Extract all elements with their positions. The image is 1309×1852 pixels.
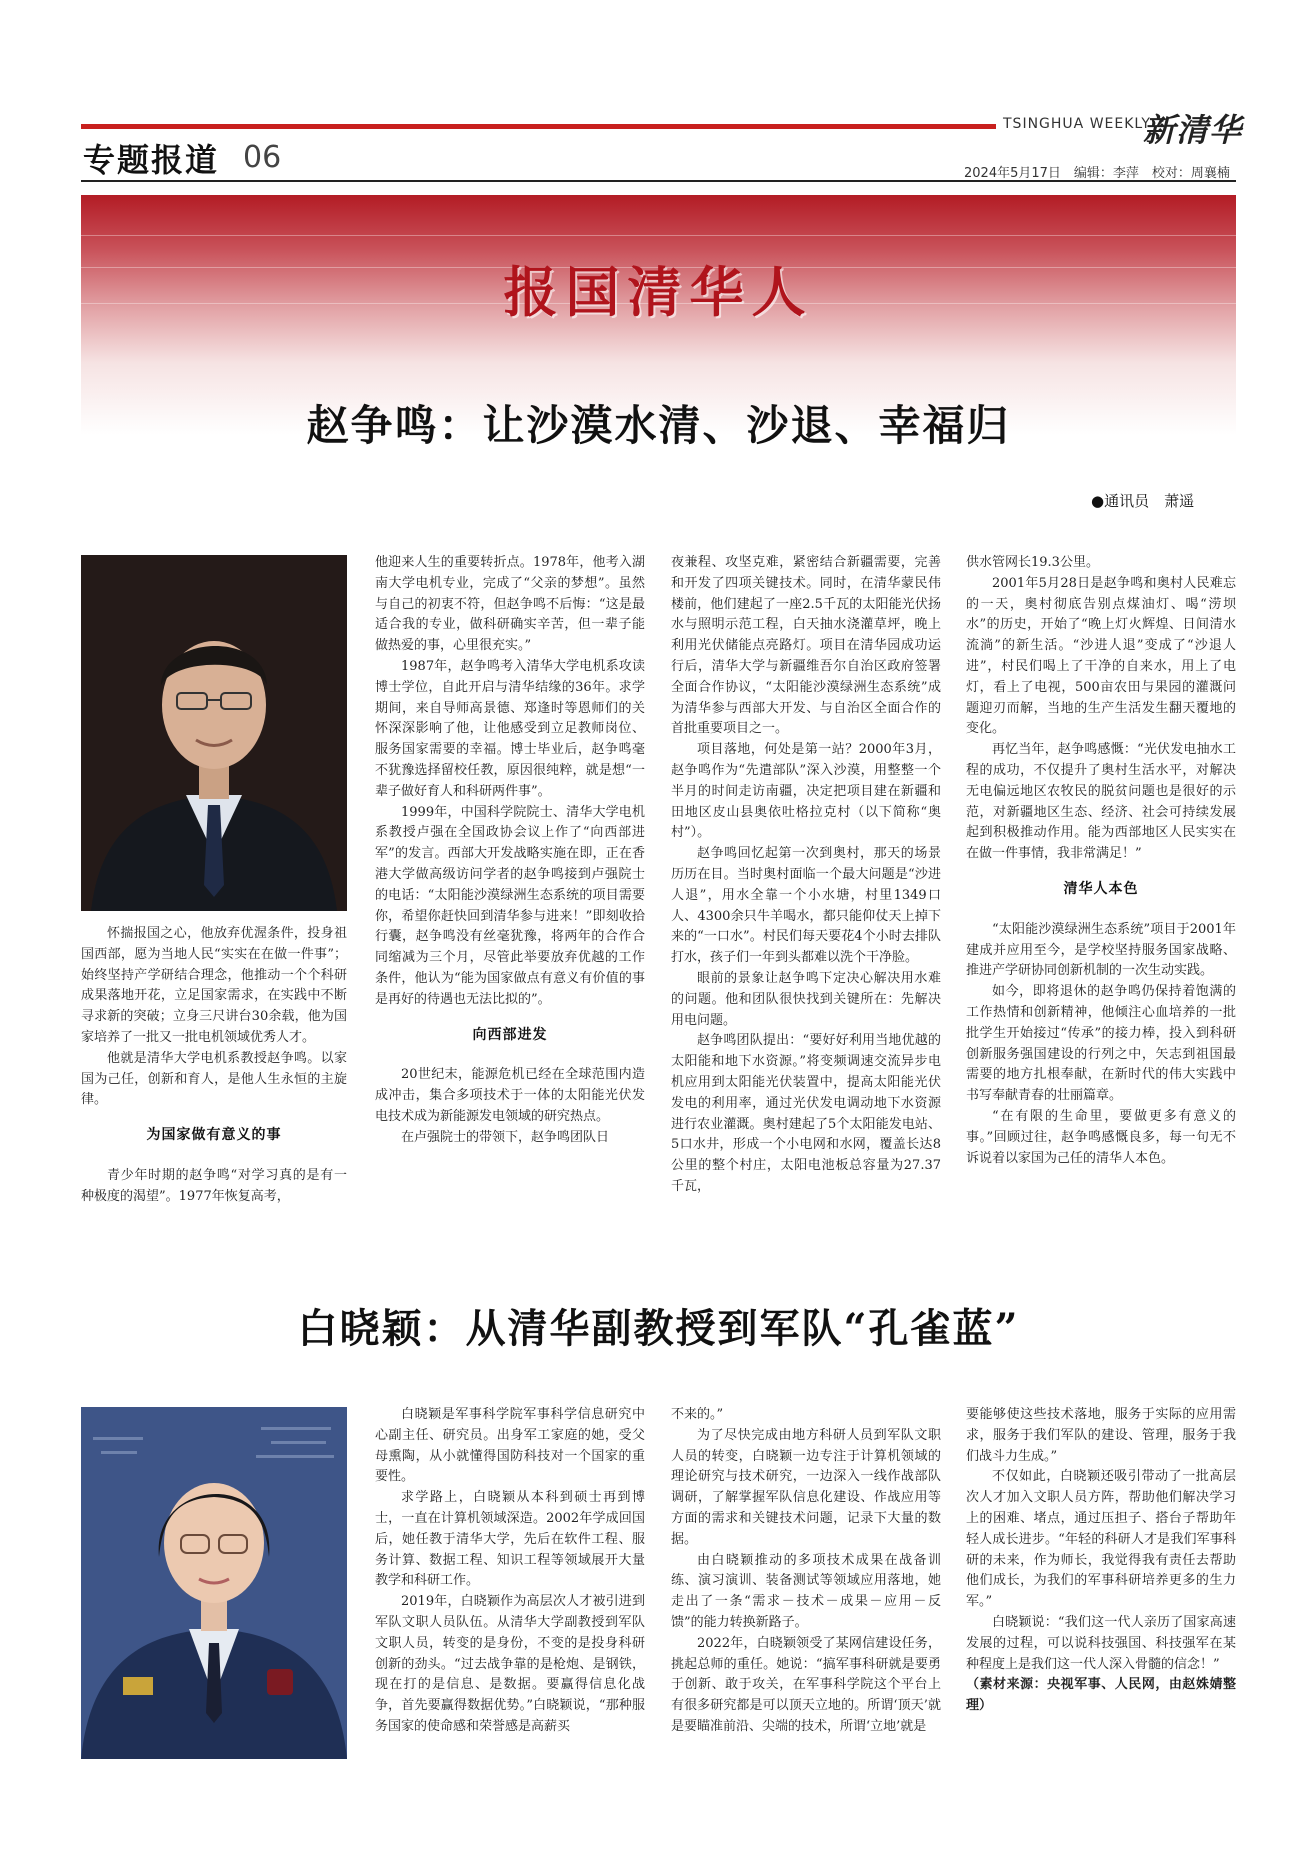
article1-col4-p3: 再忆当年，赵争鸣感慨：“光伏发电抽水工程的成功，不仅提升了奥村生活水平，对解决无电偏远地区农牧民的脱贫问题也是很好的示范，对新疆地区生态、经济、社会可持续发展起到积极推动作用。能为西部地区人民实实在在做一件事情，我非常满足！” [966,742,1236,862]
article1-subhead-1: 为国家做有意义的事 [146,1127,282,1144]
article2-col3-p1: 不来的。” [671,1407,724,1422]
article1-col4-p1: 供水管网长19.3公里。 [966,555,1099,570]
article1-subhead-3: 清华人本色 [1063,880,1139,897]
article1-col4-p2: 2001年5月28日是赵争鸣和奥村人民难忘的一天，奥村彻底告别点煤油灯、喝“涝坝水”的历史，开始了“晚上灯火辉煌、日间清水流淌”的新生活。“沙进人退”变成了“沙退人进”，村民们喝上了干净的自来水，用上了电灯，看上了电视，500亩农田与果园的灌溉问题迎刃而解，当地的生产生活发生翻天覆地的变化。 [966,575,1236,737]
article1-col3-p5: 赵争鸣团队提出：“要好好利用当地优越的太阳能和地下水资源。”将变频调速交流异步电机应用到太阳能光伏装置中，提高太阳能光伏发电的利用率，通过光伏发电调动地下水资源进行农业灌溉。奥村建起了5个太阳能发电站、5口水井，形成一个小电网和水网，覆盖长达8公里的整个村庄，太阳电池板总容量为27.37千瓦， [671,1033,941,1194]
article2-col3-p2: 为了尽快完成由地方科研人员到军队文职人员的转变，白晓颖一边专注于计算机领域的理论研究与技术研究，一边深入一线作战部队调研，了解掌握军队信息化建设、作战应用等方面的需求和关键技术问题，记录下大量的数据。 [671,1427,941,1547]
article1-col3-p4: 眼前的景象让赵争鸣下定决心解决用水难的问题。他和团队很快找到关键所在：先解决用电问题。 [671,970,941,1028]
article2-col2-p1: 白晓颖是军事科学院军事科学信息研究中心副主任、研究员。出身军工家庭的她，受父母熏陶，从小就懂得国防科技对一个国家的重要性。 [375,1407,645,1485]
article1-col4-p4: “太阳能沙漠绿洲生态系统”项目于2001年建成并应用至今，是学校坚持服务国家战略、推进产学研协同创新机制的一次生动实践。 [966,921,1236,979]
article1-col2-p1: 他迎来人生的重要转折点。1978年，他考入湖南大学电机专业，完成了“父亲的梦想”。虽然与自己的初衷不符，但赵争鸣不后悔：“这是最适合我的专业，做科研确实辛苦，但一辈子能做热爱的事，心里很充实。” [375,555,645,654]
article2-col2-p3: 2019年，白晓颖作为高层次人才被引进到军队文职人员队伍。从清华大学副教授到军队文职人员，转变的是身份，不变的是投身科研创新的劲头。“过去战争靠的是枪炮、是钢铁，现在打的是信息、是数据。要赢得信息化战争，首先要赢得数据优势。”白晓颖说，“那种服务国家的使命感和荣誉感是高薪买 [375,1594,645,1734]
article1-byline: ●通讯员 萧遥 [1091,492,1195,510]
article2-col4-p3: 白晓颖说：“我们这一代人亲历了国家高速发展的过程，可以说科技强国、科技强军在某种程度上是我们这一代人深入骨髓的信念！” [966,1614,1236,1672]
article2-col4-p2: 不仅如此，白晓颖还吸引带动了一批高层次人才加入文职人员方阵，帮助他们解决学习上的困难、堵点，通过压担子、搭台子帮助年轻人成长进步。“年轻的科研人才是我们军事科研的未来，作为师长，我觉得我有责任去帮助他们成长，为我们的军事科研培养更多的生力军。” [966,1469,1236,1610]
article2-title: 白晓颖：从清华副教授到军队“孔雀蓝” [297,1305,1020,1352]
article1-col3-p1: 夜兼程、攻坚克难，紧密结合新疆需要，完善和开发了四项关键技术。同时，在清华蒙民伟楼前，他们建起了一座2.5千瓦的太阳能光伏扬水与照明示范工程，白天抽水浇灌草坪，晚上利用光伏储能点亮路灯。项目在清华园成功运行后，清华大学与新疆维吾尔自治区政府签署全面合作协议，“太阳能沙漠绿洲生态系统”成为清华参与西部大开发、与自治区全面合作的首批重要项目之一。 [671,555,941,737]
article2-col2-p2: 求学路上，白晓颖从本科到硕士再到博士，一直在计算机领域深造。2002年学成回国后，她任教于清华大学，先后在软件工程、服务计算、数据工程、知识工程等领域展开大量教学和科研工作。 [375,1490,645,1589]
weekly-english-name: TSINGHUA WEEKLY [1003,116,1151,132]
article1-col3-p2: 项目落地，何处是第一站？2000年3月，赵争鸣作为“先遣部队”深入沙漠，用整整一个半月的时间走访南疆，决定把项目建在新疆和田地区皮山县奥依吐格拉克村（以下简称“奥村”）。 [671,742,941,841]
issue-meta: 2024年5月17日 编辑：李萍 校对：周襄楠 [964,166,1230,181]
article1-col2-p2: 1987年，赵争鸣考入清华大学电机系攻读博士学位，自此开启与清华结缘的36年。求学期间，来自导师高景德、郑逢时等恩师们的关怀深深影响了他，让他感受到立足教师岗位、服务国家需要的幸福。博士毕业后，赵争鸣毫不犹豫选择留校任教，原因很纯粹，就是想“一辈子做好育人和科研两件事”。 [375,658,645,799]
weekly-logo: 新清华 [1143,111,1243,149]
article1-col3-p3: 赵争鸣回忆起第一次到奥村，那天的场景历历在目。当时奥村面临一个最大问题是“沙进人退”，用水全靠一个小水塘，村里1349口人、4300余只牛羊喝水，都只能仰仗天上掉下来的“一口水”。村民们每天要花4个小时去排队打水，孩子们一年到头都难以洗个干净脸。 [671,846,941,966]
article1-col1-p3: 青少年时期的赵争鸣“对学习真的是有一种极度的渴望”。1977年恢复高考， [81,1167,347,1204]
article1-col2-p3: 1999年，中国科学院院士、清华大学电机系教授卢强在全国政协会议上作了“向西部进军”的发言。西部大开发战略实施在即，正在香港大学做高级访问学者的赵争鸣接到卢强院士的电话：“太阳能沙漠绿洲生态系统的项目需要你，希望你赶快回到清华参与进来！”即刻收拾行囊，赵争鸣没有丝毫犹豫，将两年的合作合同缩减为三个月，尽管此举要放弃优越的工作条件，他认为“能为国家做点有意义有价值的事是再好的待遇也无法比拟的”。 [375,804,645,1007]
article2-col3-p3: 由白晓颖推动的多项技术成果在战备训练、演习演训、装备测试等领域应用落地，她走出了一条“需求－技术－成果－应用－反馈”的能力转换新路子。 [671,1552,941,1630]
portrait-photo [81,1407,347,1759]
article1-col1-p2: 他就是清华大学电机系教授赵争鸣。以家国为己任，创新和育人，是他人生永恒的主旋律。 [81,1050,347,1108]
article2-col3-p4: 2022年，白晓颖领受了某网信建设任务，挑起总师的重任。她说：“搞军事科研就是要勇于创新、敢于攻关，在军事科学院这个平台上有很多研究都是可以顶天立地的。所谓‘顶天’就是要瞄准前沿、尖端的技术，所谓‘立地’就是 [671,1635,941,1734]
banner-title: 报国清华人 [503,260,814,324]
article1-title: 赵争鸣：让沙漠水清、沙退、幸福归 [306,401,1011,450]
article1-col2-p5: 在卢强院士的带领下，赵争鸣团队日 [401,1129,610,1145]
header-rule-red [81,124,996,129]
portrait-photo [81,555,347,911]
page-number: 06 [243,140,282,175]
article1-col4-p5: 如今，即将退休的赵争鸣仍保持着饱满的工作热情和创新精神，他倾注心血培养的一批批学生开始接过“传承”的接力棒，投入到科研创新服务强国建设的行列之中，矢志到祖国最需要的地方扎根奉献，在新时代的伟大实践中书写奉献青春的壮丽篇章。 [966,984,1236,1104]
article1-col1-p1: 怀揣报国之心，他放弃优渥条件，投身祖国西部，愿为当地人民“实实在在做一件事”；始终坚持产学研结合理念，他推动一个个科研成果落地开花，立足国家需求，在实践中不断寻求新的突破；立身三尺讲台30余载，他为国家培养了一批又一批电机领域优秀人才。 [81,926,347,1045]
article2-source-note: （素材来源：央视军事、人民网，由赵姝婧整理） [966,1677,1236,1714]
article1-subhead-2: 向西部进发 [472,1026,548,1043]
article1-col4-p6: “在有限的生命里，要做更多有意义的事。”回顾过往，赵争鸣感慨良多，每一句无不诉说着以家国为己任的清华人本色。 [966,1108,1236,1166]
article1-col2-p4: 20世纪末，能源危机已经在全球范围内造成冲击，集合多项技术于一体的太阳能光伏发电技术成为新能源发电领域的研究热点。 [375,1067,645,1124]
article2-col4-p1: 要能够使这些技术落地，服务于实际的应用需求，服务于我们军队的建设、管理，服务于我们战斗力生成。” [966,1407,1236,1464]
section-title: 专题报道 [83,141,220,179]
